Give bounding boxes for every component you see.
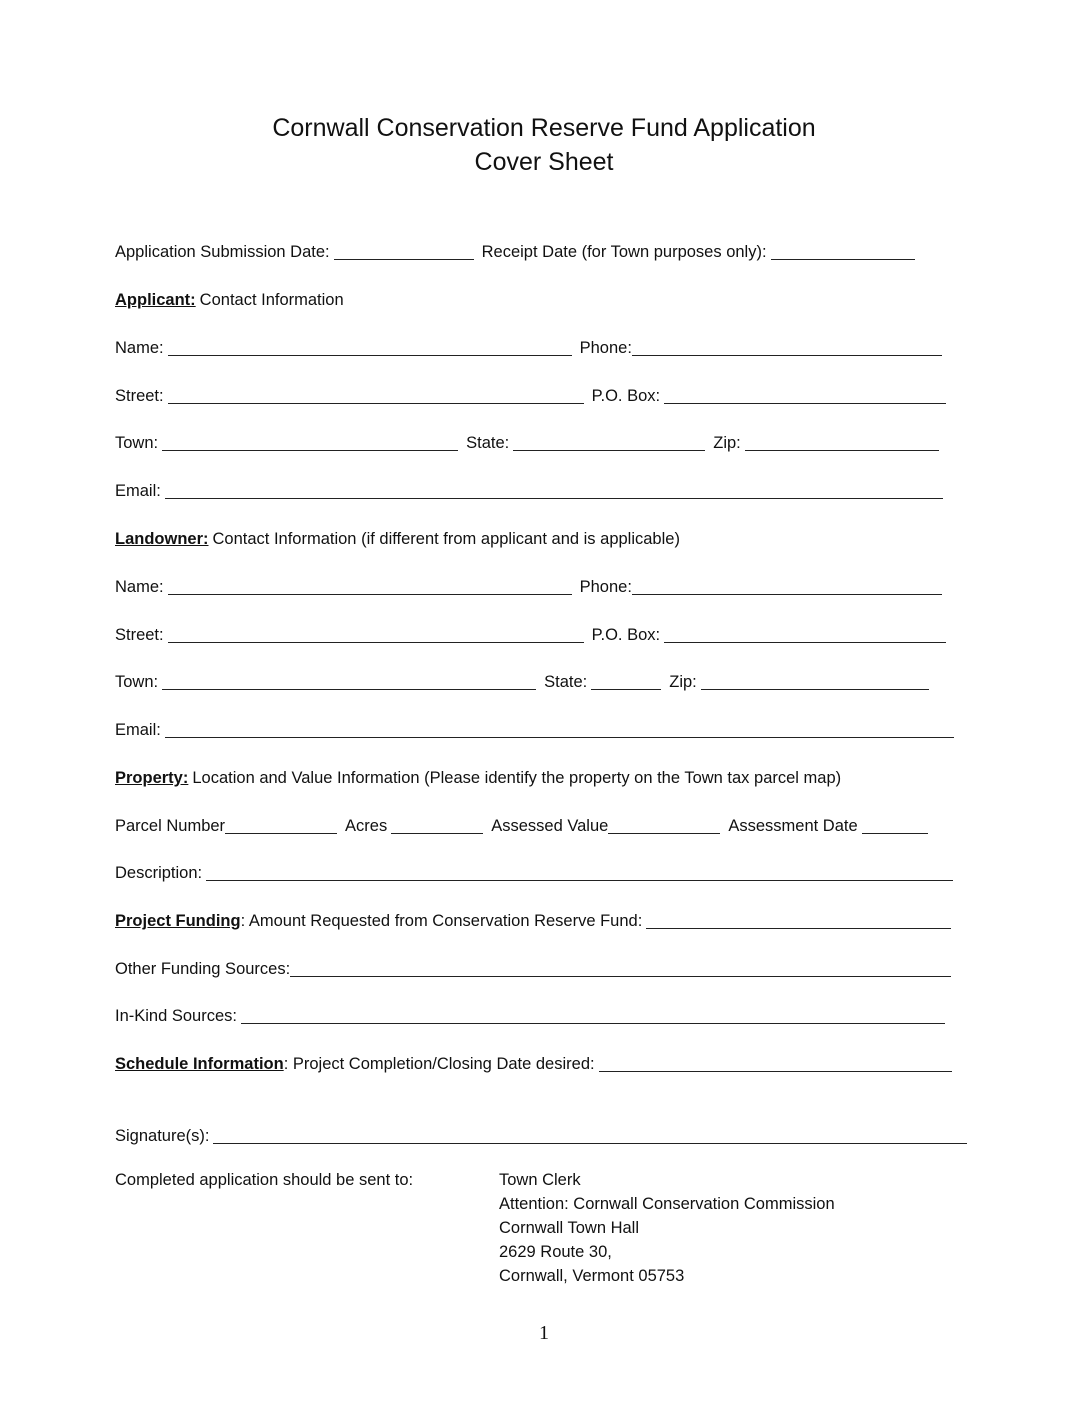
landowner-email-field[interactable] bbox=[165, 719, 954, 738]
landowner-zip-label: Zip: bbox=[669, 673, 697, 691]
applicant-town-field[interactable] bbox=[162, 432, 458, 451]
landowner-town-row bbox=[115, 668, 937, 692]
property-heading bbox=[115, 764, 845, 788]
applicant-name-row bbox=[115, 334, 950, 358]
applicant-street-label: Street: bbox=[115, 387, 164, 405]
signature-field[interactable] bbox=[213, 1125, 967, 1144]
applicant-state-field[interactable] bbox=[513, 432, 705, 451]
address-line: Town Clerk bbox=[499, 1171, 581, 1189]
landowner-pobox-field[interactable] bbox=[664, 624, 946, 643]
applicant-state-label: State: bbox=[466, 434, 510, 452]
applicant-heading-text: Contact Information bbox=[199, 291, 344, 309]
form-subtitle: Cover Sheet bbox=[474, 148, 614, 176]
other-funding-label: Other Funding Sources: bbox=[115, 960, 291, 978]
landowner-email-row bbox=[115, 716, 958, 740]
inkind-row bbox=[115, 1002, 949, 1026]
applicant-town-row bbox=[115, 429, 947, 453]
property-values-row bbox=[115, 812, 936, 836]
property-heading-text: Location and Value Information (Please identify the property on the Town tax parcel map) bbox=[192, 769, 842, 787]
dates-row bbox=[115, 238, 923, 262]
funding-heading-label: Project Funding bbox=[115, 912, 241, 930]
applicant-zip-label: Zip: bbox=[713, 434, 741, 452]
page-number: 1 bbox=[539, 1322, 549, 1344]
funding-heading-text: : Amount Requested from Conservation Reserve Fund: bbox=[240, 912, 643, 930]
schedule-heading-text: : Project Completion/Closing Date desired: bbox=[283, 1055, 595, 1073]
acres-field[interactable] bbox=[391, 815, 483, 834]
applicant-email-label: Email: bbox=[115, 482, 161, 500]
applicant-email-row bbox=[115, 477, 947, 501]
parcel-number-field[interactable] bbox=[225, 815, 337, 834]
mailing-instruction: Completed application should be sent to: bbox=[115, 1171, 414, 1189]
applicant-name-field[interactable] bbox=[168, 337, 572, 356]
applicant-pobox-field[interactable] bbox=[664, 385, 946, 404]
submission-date-field[interactable] bbox=[334, 241, 474, 260]
landowner-state-field[interactable] bbox=[591, 671, 661, 690]
completion-date-field[interactable] bbox=[599, 1053, 952, 1072]
landowner-email-label: Email: bbox=[115, 721, 161, 739]
landowner-phone-field[interactable] bbox=[632, 576, 942, 595]
applicant-phone-field[interactable] bbox=[632, 337, 942, 356]
applicant-pobox-label: P.O. Box: bbox=[591, 387, 661, 405]
landowner-name-label: Name: bbox=[115, 578, 164, 596]
address-line: Cornwall, Vermont 05753 bbox=[499, 1267, 685, 1285]
landowner-street-row bbox=[115, 621, 954, 645]
address-line: 2629 Route 30, bbox=[499, 1243, 612, 1261]
applicant-name-label: Name: bbox=[115, 339, 164, 357]
applicant-town-label: Town: bbox=[115, 434, 159, 452]
signature-row bbox=[115, 1122, 971, 1146]
signature-label: Signature(s): bbox=[115, 1127, 210, 1145]
schedule-row bbox=[115, 1050, 956, 1074]
landowner-town-field[interactable] bbox=[162, 671, 536, 690]
description-field[interactable] bbox=[206, 862, 953, 881]
funding-heading-row bbox=[115, 907, 955, 931]
other-funding-field[interactable] bbox=[290, 958, 951, 977]
assessment-date-field[interactable] bbox=[862, 815, 928, 834]
landowner-pobox-label: P.O. Box: bbox=[591, 626, 661, 644]
schedule-heading-label: Schedule Information bbox=[115, 1055, 284, 1073]
inkind-field[interactable] bbox=[241, 1005, 945, 1024]
landowner-street-field[interactable] bbox=[168, 624, 584, 643]
applicant-street-field[interactable] bbox=[168, 385, 584, 404]
assessment-date-label: Assessment Date bbox=[728, 817, 858, 835]
applicant-street-row bbox=[115, 382, 954, 406]
description-row bbox=[115, 859, 957, 883]
address-line: Attention: Cornwall Conservation Commission bbox=[499, 1195, 835, 1213]
landowner-name-field[interactable] bbox=[168, 576, 572, 595]
landowner-heading-label: Landowner: bbox=[115, 530, 209, 548]
description-label: Description: bbox=[115, 864, 203, 882]
other-funding-row bbox=[115, 955, 955, 979]
landowner-heading-text: Contact Information (if different from applicant and is applicable) bbox=[212, 530, 680, 548]
assessed-value-field[interactable] bbox=[608, 815, 720, 834]
address-line: Cornwall Town Hall bbox=[499, 1219, 640, 1237]
applicant-heading bbox=[115, 286, 348, 310]
form-title: Cornwall Conservation Reserve Fund Application bbox=[272, 114, 816, 142]
landowner-state-label: State: bbox=[544, 673, 588, 691]
applicant-email-field[interactable] bbox=[165, 480, 943, 499]
applicant-phone-label: Phone: bbox=[579, 339, 632, 357]
receipt-date-label: Receipt Date (for Town purposes only): bbox=[481, 243, 767, 261]
landowner-heading bbox=[115, 525, 684, 549]
receipt-date-field[interactable] bbox=[771, 241, 915, 260]
landowner-town-label: Town: bbox=[115, 673, 159, 691]
landowner-street-label: Street: bbox=[115, 626, 164, 644]
inkind-label: In-Kind Sources: bbox=[115, 1007, 237, 1025]
assessed-value-label: Assessed Value bbox=[491, 817, 609, 835]
acres-label: Acres bbox=[345, 817, 388, 835]
submission-date-label: Application Submission Date: bbox=[115, 243, 330, 261]
property-heading-label: Property: bbox=[115, 769, 189, 787]
parcel-number-label: Parcel Number bbox=[115, 817, 226, 835]
applicant-heading-label: Applicant: bbox=[115, 291, 196, 309]
landowner-zip-field[interactable] bbox=[701, 671, 929, 690]
amount-requested-field[interactable] bbox=[646, 910, 951, 929]
mailing-address bbox=[499, 1168, 835, 1288]
landowner-phone-label: Phone: bbox=[579, 578, 632, 596]
landowner-name-row bbox=[115, 573, 950, 597]
applicant-zip-field[interactable] bbox=[745, 432, 939, 451]
